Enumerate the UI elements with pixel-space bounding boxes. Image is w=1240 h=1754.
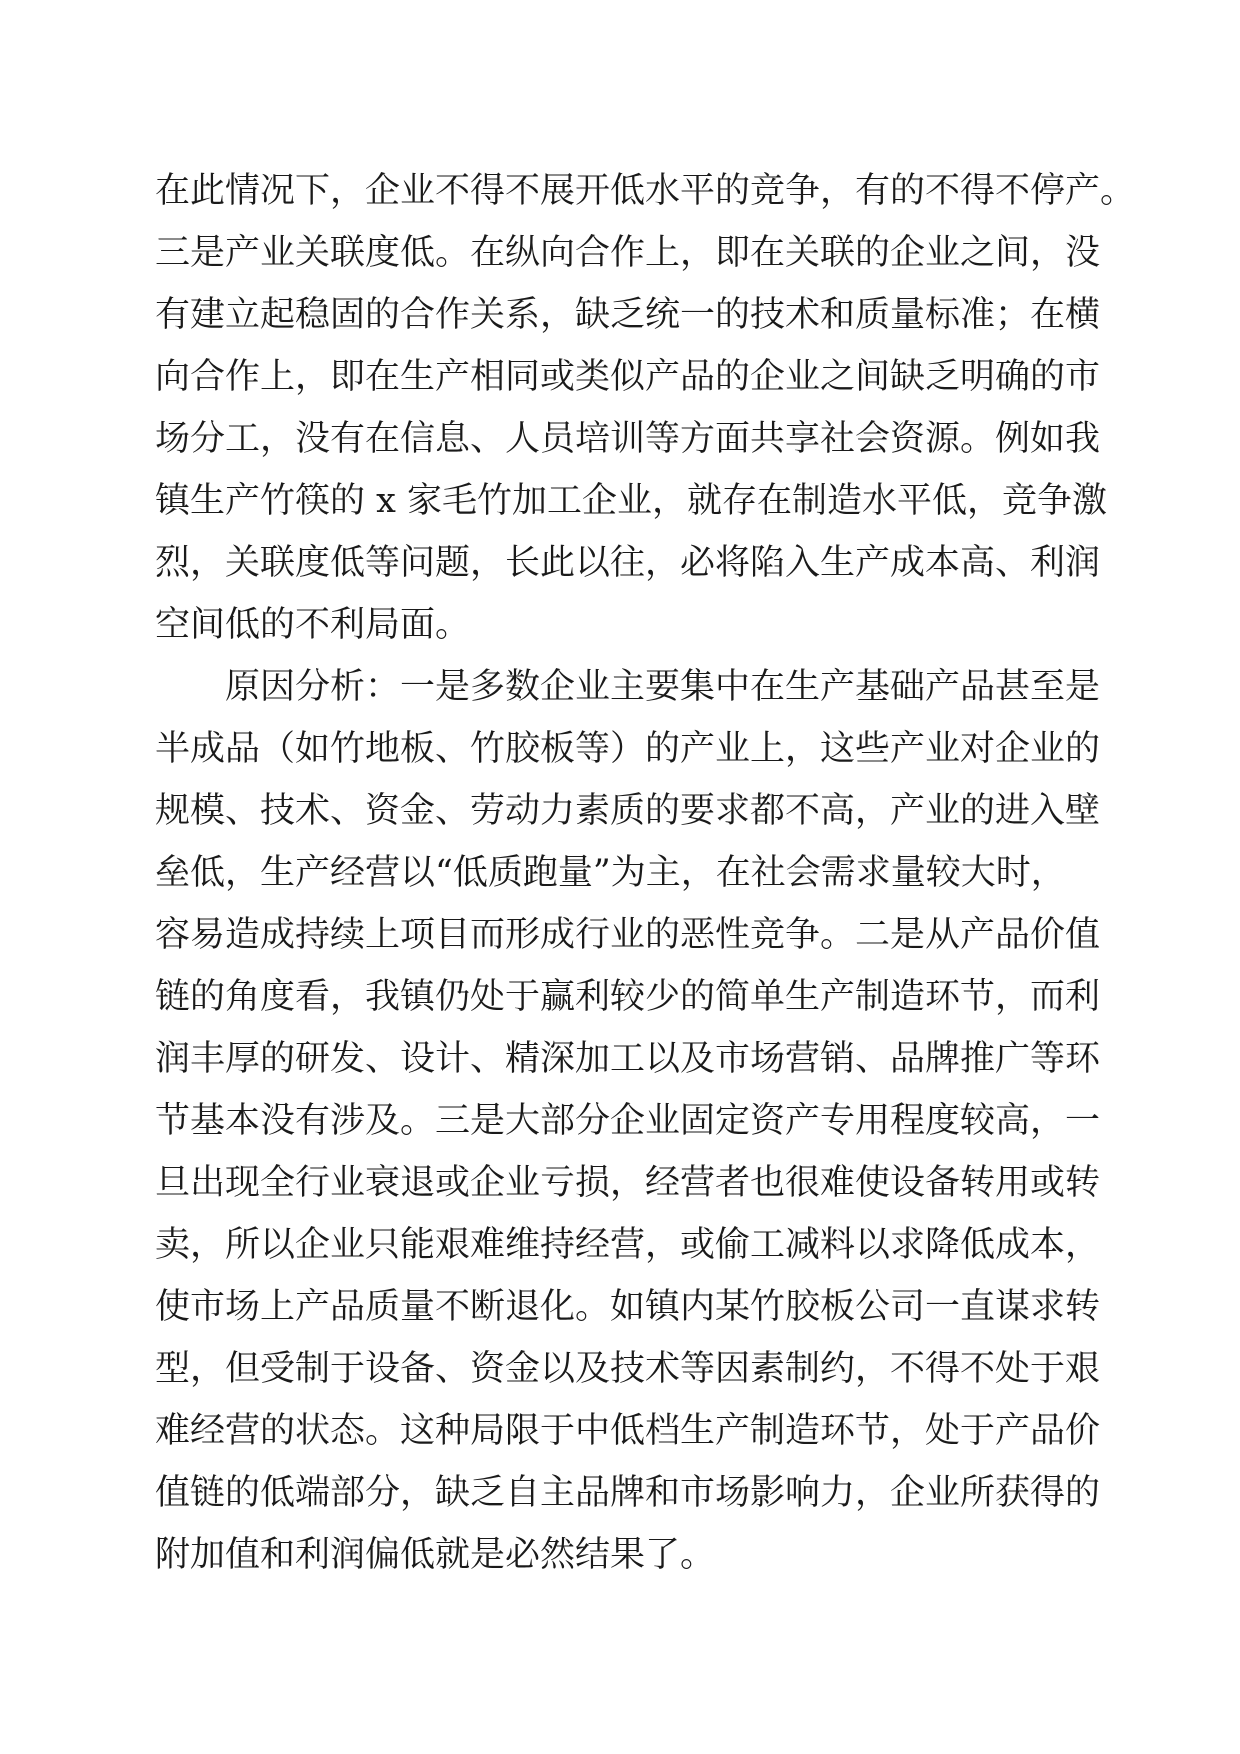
text-line: 旦出现全行业衰退或企业亏损，经营者也很难使设备转用或转	[155, 1163, 1101, 1203]
text-line: 有建立起稳固的合作关系，缺乏统一的技术和质量标准；在横	[155, 295, 1101, 335]
text-line: 值链的低端部分，缺乏自主品牌和市场影响力，企业所获得的	[155, 1473, 1101, 1513]
text-line: 节基本没有涉及。三是大部分企业固定资产专用程度较高，一	[155, 1101, 1101, 1141]
text-line: 难经营的状态。这种局限于中低档生产制造环节，处于产品价	[155, 1411, 1101, 1451]
text-line: 烈，关联度低等问题，长此以往，必将陷入生产成本高、利润	[155, 543, 1101, 583]
text-line: 使市场上产品质量不断退化。如镇内某竹胶板公司一直谋求转	[155, 1287, 1101, 1327]
text-line: 链的角度看，我镇仍处于赢利较少的简单生产制造环节，而利	[155, 977, 1101, 1017]
text-line: 垒低，生产经营以“低质跑量”为主，在社会需求量较大时，	[155, 853, 1066, 893]
text-line: 规模、技术、资金、劳动力素质的要求都不高，产业的进入壁	[155, 791, 1101, 831]
text-line: 容易造成持续上项目而形成行业的恶性竞争。二是从产品价值	[155, 915, 1101, 955]
text-line: 在此情况下，企业不得不展开低水平的竞争，有的不得不停产。	[155, 171, 1136, 211]
text-line: 附加值和利润偏低就是必然结果了。	[155, 1535, 716, 1575]
text-line: 原因分析：一是多数企业主要集中在生产基础产品甚至是	[225, 667, 1101, 707]
text-line: 润丰厚的研发、设计、精深加工以及市场营销、品牌推广等环	[155, 1039, 1101, 1079]
paragraph-industry-correlation	[155, 160, 1136, 656]
text-line: 向合作上，即在生产相同或类似产品的企业之间缺乏明确的市	[155, 357, 1101, 397]
text-line: 三是产业关联度低。在纵向合作上，即在关联的企业之间，没	[155, 233, 1101, 273]
text-line: 场分工，没有在信息、人员培训等方面共享社会资源。例如我	[155, 419, 1101, 459]
text-line: 空间低的不利局面。	[155, 605, 471, 645]
text-line: 型，但受制于设备、资金以及技术等因素制约，不得不处于艰	[155, 1349, 1101, 1389]
text-line: 卖，所以企业只能艰难维持经营，或偷工减料以求降低成本，	[155, 1225, 1101, 1265]
text-line: 半成品（如竹地板、竹胶板等）的产业上，这些产业对企业的	[155, 729, 1101, 769]
document-body	[155, 160, 1136, 1586]
text-line: 镇生产竹筷的 x 家毛竹加工企业，就存在制造水平低，竞争激	[155, 481, 1107, 521]
paragraph-cause-analysis	[155, 656, 1101, 1586]
